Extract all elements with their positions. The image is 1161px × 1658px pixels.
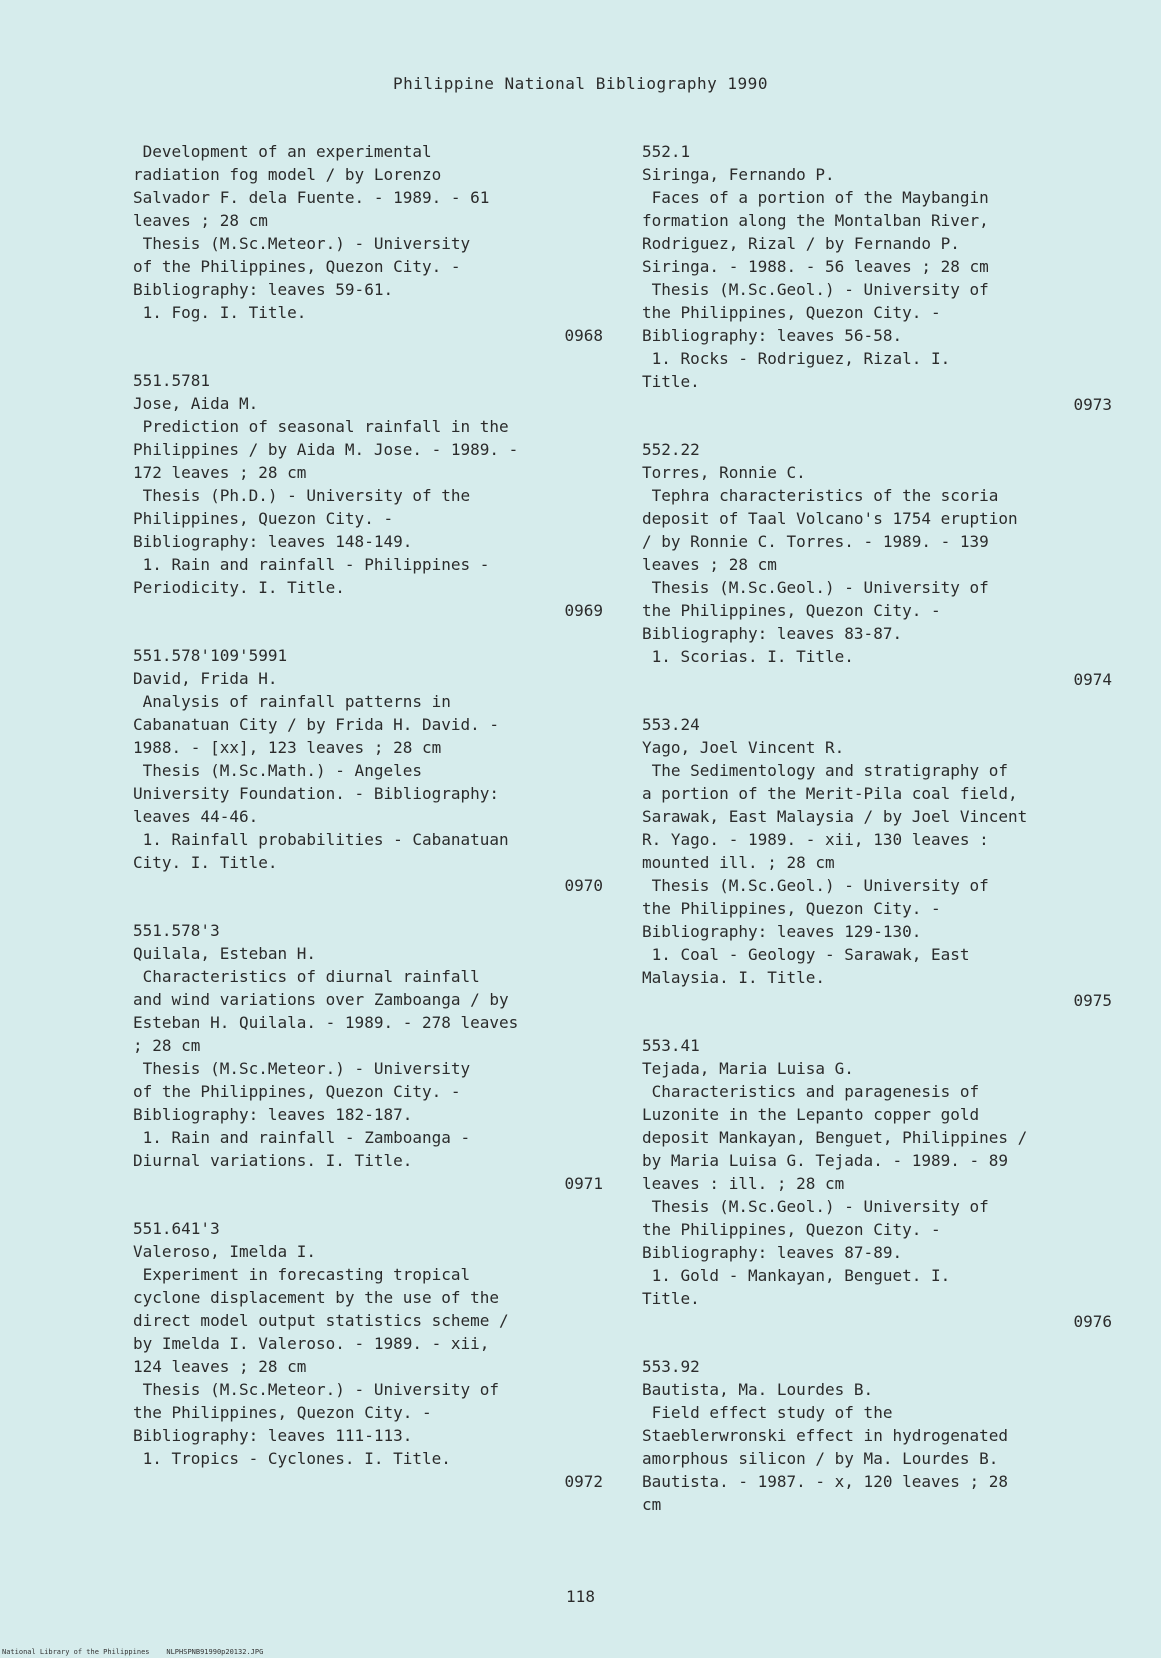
thesis-note-line: the Philippines, Quezon City. - [642,1220,941,1239]
subject-tracing-line: 1. Rain and rainfall - Philippines - [133,555,490,574]
thesis-note-line: Bibliography: leaves 111-113. [133,1426,413,1445]
bibliographic-entry [642,438,1112,691]
title-statement-line: formation along the Montalban River, [642,211,989,230]
title-statement-line: Prediction of seasonal rainfall in the [133,417,509,436]
bibliographic-entry [133,644,603,897]
title-statement-line: by Imelda I. Valeroso. - 1989. - xii, [133,1334,490,1353]
subject-tracing-line: 1. Fog. I. Title. [133,303,307,322]
title-statement-line: Siringa. - 1988. - 56 leaves ; 28 cm [642,257,989,276]
thesis-note-line: Bibliography: leaves 182-187. [133,1105,413,1124]
left-column [133,140,603,1515]
title-statement-line: Characteristics and paragenesis of [642,1082,980,1101]
bibliographic-entry [642,1034,1112,1333]
class-number: 551.578'109'5991 [133,646,288,665]
thesis-note-line: Bibliography: leaves 56-58. [642,326,903,345]
title-statement-line: Luzonite in the Lepanto copper gold [642,1105,980,1124]
title-statement-line: Esteban H. Quilala. - 1989. - 278 leaves [133,1013,519,1032]
subject-tracing-line: Periodicity. I. Title. [133,578,345,597]
thesis-note-line: of the Philippines, Quezon City. - [133,257,461,276]
class-number: 553.24 [642,715,700,734]
title-statement-line: ; 28 cm [133,1036,201,1055]
class-number: 553.92 [642,1357,700,1376]
subject-tracing-line: 1. Rocks - Rodriguez, Rizal. I. [642,349,951,368]
right-column [642,140,1112,1538]
class-number: 551.641'3 [133,1219,220,1238]
title-statement-line: leaves : ill. ; 28 cm [642,1174,845,1193]
title-statement-line: Salvador F. dela Fuente. - 1989. - 61 [133,188,490,207]
title-statement-line: by Maria Luisa G. Tejada. - 1989. - 89 [642,1151,1009,1170]
title-statement-line: Analysis of rainfall patterns in [133,692,451,711]
thesis-note-line: the Philippines, Quezon City. - [133,1403,432,1422]
subject-tracing-line: 1. Coal - Geology - Sarawak, East [642,945,970,964]
subject-tracing-line: Title. [642,1289,700,1308]
author-heading: Valeroso, Imelda I. [133,1242,317,1261]
thesis-note-line: the Philippines, Quezon City. - [642,899,941,918]
entry-number: 0968 [564,326,603,345]
class-number: 552.22 [642,440,700,459]
entry-number: 0974 [1073,670,1112,689]
subject-tracing-line: 1. Rain and rainfall - Zamboanga - [133,1128,471,1147]
entry-number: 0972 [564,1472,603,1491]
title-statement-line: cyclone displacement by the use of the [133,1288,500,1307]
thesis-note-line: Bibliography: leaves 83-87. [642,624,903,643]
thesis-note-line: Thesis (M.Sc.Geol.) - University of [642,1197,989,1216]
thesis-note-line: the Philippines, Quezon City. - [642,601,941,620]
subject-tracing-line: 1. Tropics - Cyclones. I. Title. [133,1449,451,1468]
thesis-note-line: Thesis (M.Sc.Meteor.) - University of [133,1380,500,1399]
title-statement-line: deposit Mankayan, Benguet, Philippines / [642,1128,1028,1147]
thesis-note-line: Thesis (M.Sc.Meteor.) - University [133,1059,471,1078]
entry-number: 0970 [564,876,603,895]
title-statement-line: leaves ; 28 cm [133,211,268,230]
bibliographic-entry [642,713,1112,1012]
author-heading: Yago, Joel Vincent R. [642,738,845,757]
title-statement-line: Philippines / by Aida M. Jose. - 1989. - [133,440,519,459]
title-statement-line: Faces of a portion of the Maybangin [642,188,989,207]
thesis-note-line: Bibliography: leaves 148-149. [133,532,413,551]
subject-tracing-line: Diurnal variations. I. Title. [133,1151,413,1170]
subject-tracing-line: 1. Rainfall probabilities - Cabanatuan [133,830,509,849]
thesis-note-line: Thesis (M.Sc.Geol.) - University of [642,280,989,299]
thesis-note-line: Bibliography: leaves 59-61. [133,280,394,299]
author-heading: Torres, Ronnie C. [642,463,806,482]
author-heading: Siringa, Fernando P. [642,165,835,184]
title-statement-line: amorphous silicon / by Ma. Lourdes B. [642,1449,999,1468]
footer-library: National Library of the Philippines [2,1648,150,1656]
title-statement-line: and wind variations over Zamboanga / by [133,990,509,1009]
bibliographic-entry [133,919,603,1195]
title-statement-line: / by Ronnie C. Torres. - 1989. - 139 [642,532,989,551]
thesis-note-line: Thesis (M.Sc.Meteor.) - University [133,234,471,253]
subject-tracing-line: City. I. Title. [133,853,278,872]
entry-number: 0975 [1073,991,1112,1010]
title-statement-line: Rodriguez, Rizal / by Fernando P. [642,234,960,253]
thesis-note-line: of the Philippines, Quezon City. - [133,1082,461,1101]
author-heading: Tejada, Maria Luisa G. [642,1059,854,1078]
class-number: 552.1 [642,142,691,161]
bibliographic-entry [133,369,603,622]
bibliographic-entry [133,1217,603,1493]
title-statement-line: Staeblerwronski effect in hydrogenated [642,1426,1009,1445]
title-statement-line: 172 leaves ; 28 cm [133,463,307,482]
subject-tracing-line: 1. Scorias. I. Title. [642,647,854,666]
thesis-note-line: Bibliography: leaves 129-130. [642,922,922,941]
footer-file-code: NLPHSPNB91990p20132.JPG [166,1648,264,1656]
title-statement-line: direct model output statistics scheme / [133,1311,509,1330]
thesis-note-line: Thesis (Ph.D.) - University of the [133,486,471,505]
title-statement-line: cm [642,1495,662,1514]
title-statement-line: Experiment in forecasting tropical [133,1265,471,1284]
title-statement-line: Sarawak, East Malaysia / by Joel Vincent [642,807,1028,826]
title-statement-line: 124 leaves ; 28 cm [133,1357,307,1376]
author-heading: Bautista, Ma. Lourdes B. [642,1380,874,1399]
entry-number: 0973 [1073,395,1112,414]
title-statement-line: Tephra characteristics of the scoria [642,486,999,505]
title-statement-line: Development of an experimental [133,142,432,161]
scan-footer [2,1648,263,1656]
class-number: 553.41 [642,1036,700,1055]
entry-number: 0969 [564,601,603,620]
title-statement-line: radiation fog model / by Lorenzo [133,165,442,184]
subject-tracing-line: 1. Gold - Mankayan, Benguet. I. [642,1266,951,1285]
title-statement-line: Cabanatuan City / by Frida H. David. - [133,715,500,734]
thesis-note-line: Philippines, Quezon City. - [133,509,394,528]
thesis-note-line: leaves 44-46. [133,807,259,826]
title-statement-line: Characteristics of diurnal rainfall [133,967,480,986]
bibliographic-entry [642,1355,1112,1516]
subject-tracing-line: Title. [642,372,700,391]
title-statement-line: Field effect study of the [642,1403,893,1422]
thesis-note-line: the Philippines, Quezon City. - [642,303,941,322]
class-number: 551.578'3 [133,921,220,940]
page-header: Philippine National Bibliography 1990 [393,74,768,93]
title-statement-line: mounted ill. ; 28 cm [642,853,835,872]
title-statement-line: The Sedimentology and stratigraphy of [642,761,1009,780]
thesis-note-line: Thesis (M.Sc.Math.) - Angeles [133,761,422,780]
thesis-note-line: University Foundation. - Bibliography: [133,784,500,803]
thesis-note-line: Bibliography: leaves 87-89. [642,1243,903,1262]
thesis-note-line: Thesis (M.Sc.Geol.) - University of [642,578,989,597]
thesis-note-line: Thesis (M.Sc.Geol.) - University of [642,876,989,895]
author-heading: Jose, Aida M. [133,394,259,413]
entry-number: 0971 [564,1174,603,1193]
bibliographic-entry [642,140,1112,416]
author-heading: David, Frida H. [133,669,278,688]
title-statement-line: deposit of Taal Volcano's 1754 eruption [642,509,1018,528]
title-statement-line: leaves ; 28 cm [642,555,777,574]
bibliographic-entry [133,140,603,347]
page-number: 118 [566,1587,595,1606]
author-heading: Quilala, Esteban H. [133,944,317,963]
title-statement-line: R. Yago. - 1989. - xii, 130 leaves : [642,830,989,849]
title-statement-line: 1988. - [xx], 123 leaves ; 28 cm [133,738,442,757]
title-statement-line: Bautista. - 1987. - x, 120 leaves ; 28 [642,1472,1009,1491]
class-number: 551.5781 [133,371,211,390]
subject-tracing-line: Malaysia. I. Title. [642,968,826,987]
title-statement-line: a portion of the Merit-Pila coal field, [642,784,1018,803]
entry-number: 0976 [1073,1312,1112,1331]
